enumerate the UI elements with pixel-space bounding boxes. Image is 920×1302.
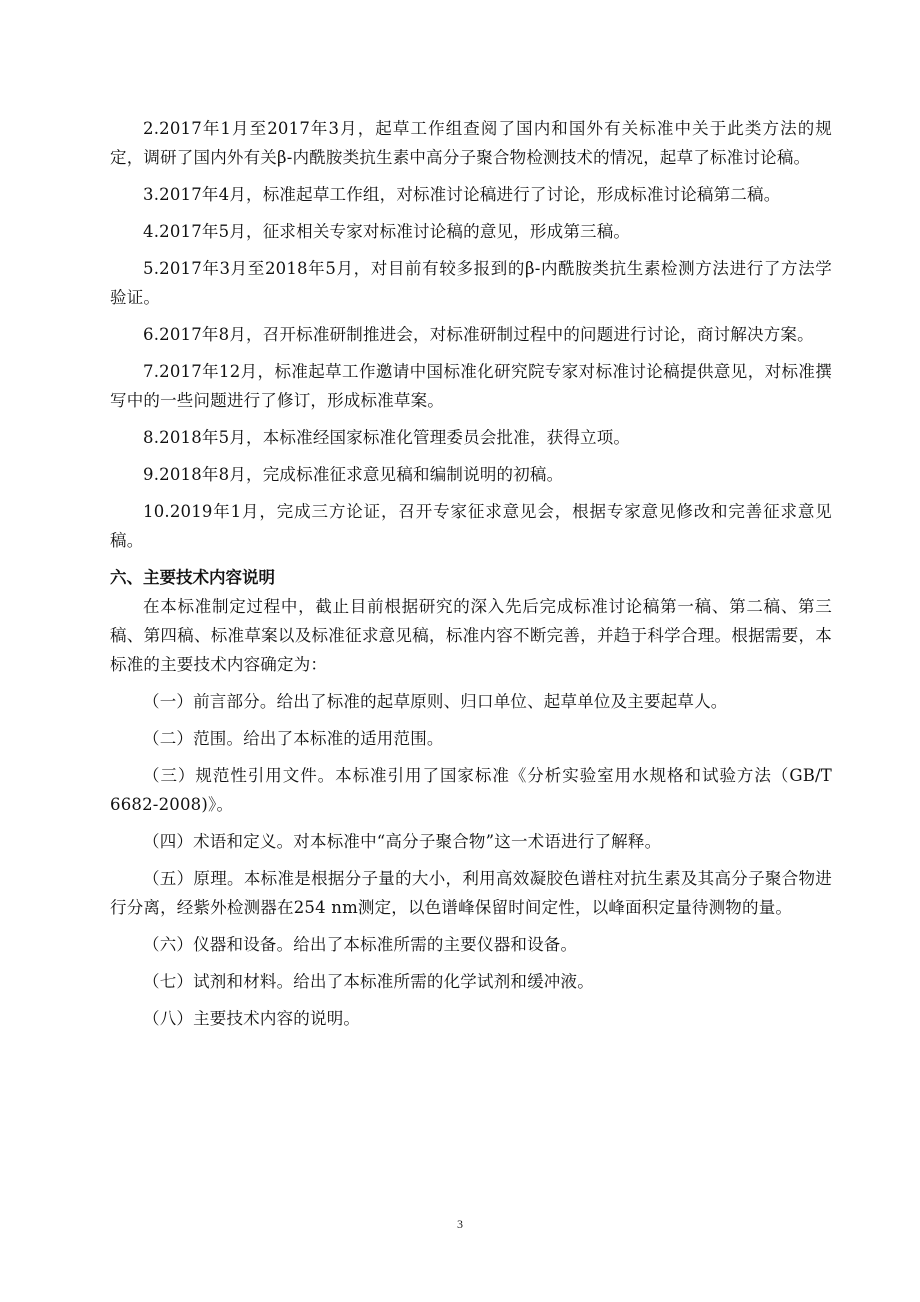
content-item-scope: （二）范围。给出了本标准的适用范围。: [143, 729, 444, 748]
section-heading: 六、主要技术内容说明: [110, 568, 275, 587]
paragraph-item-5: 5.2017年3月至2018年5月，对目前有较多报到的β-内酰胺类抗生素检测方法进行了方法学验证。: [110, 259, 832, 307]
paragraph-item-3: 3.2017年4月，标准起草工作组，对标准讨论稿进行了讨论，形成标准讨论稿第二稿。: [143, 185, 781, 204]
content-item-technical-explanation: （八）主要技术内容的说明。: [143, 1009, 361, 1028]
section-intro-paragraph: 在本标准制定过程中，截止目前根据研究的深入先后完成标准讨论稿第一稿、第二稿、第三稿、第四稿、标准草案以及标准征求意见稿，标准内容不断完善，并趋于科学合理。根据需要，本标准的主要技术内容确定为：: [110, 597, 832, 674]
paragraph-item-8: 8.2018年5月，本标准经国家标准化管理委员会批准，获得立项。: [143, 428, 631, 447]
content-item-principle: （五）原理。本标准是根据分子量的大小，利用高效凝胶色谱柱对抗生素及其高分子聚合物进行分离，经紫外检测器在254 nm测定，以色谱峰保留时间定性，以峰面积定量待测物的量。: [110, 869, 832, 917]
content-item-normative-references: （三）规范性引用文件。本标准引用了国家标准《分析实验室用水规格和试验方法（GB/T 6682-2008)》。: [110, 766, 832, 814]
content-item-instruments: （六）仪器和设备。给出了本标准所需的主要仪器和设备。: [143, 935, 578, 954]
paragraph-item-6: 6.2017年8月，召开标准研制推进会，对标准研制过程中的问题进行讨论，商讨解决方案。: [143, 325, 814, 344]
paragraph-item-7: 7.2017年12月，标准起草工作邀请中国标准化研究院专家对标准讨论稿提供意见，对标准撰写中的一些问题进行了修订，形成标准草案。: [110, 362, 832, 410]
paragraph-item-2: 2.2017年1月至2017年3月，起草工作组查阅了国内和国外有关标准中关于此类方法的规定，调研了国内外有关β-内酰胺类抗生素中高分子聚合物检测技术的情况，起草了标准讨论稿。: [110, 119, 832, 167]
paragraph-item-9: 9.2018年8月，完成标准征求意见稿和编制说明的初稿。: [143, 465, 564, 484]
content-item-reagents: （七）试剂和材料。给出了本标准所需的化学试剂和缓冲液。: [143, 972, 594, 991]
content-item-terms: （四）术语和定义。对本标准中“高分子聚合物”这一术语进行了解释。: [143, 832, 662, 851]
paragraph-item-10: 10.2019年1月，完成三方论证，召开专家征求意见会，根据专家意见修改和完善征求意见稿。: [110, 502, 832, 550]
paragraph-item-4: 4.2017年5月，征求相关专家对标准讨论稿的意见，形成第三稿。: [143, 222, 631, 241]
content-item-foreword: （一）前言部分。给出了标准的起草原则、归口单位、起草单位及主要起草人。: [143, 692, 728, 711]
page-number: 3: [457, 1217, 463, 1231]
page-body: [110, 114, 832, 1033]
